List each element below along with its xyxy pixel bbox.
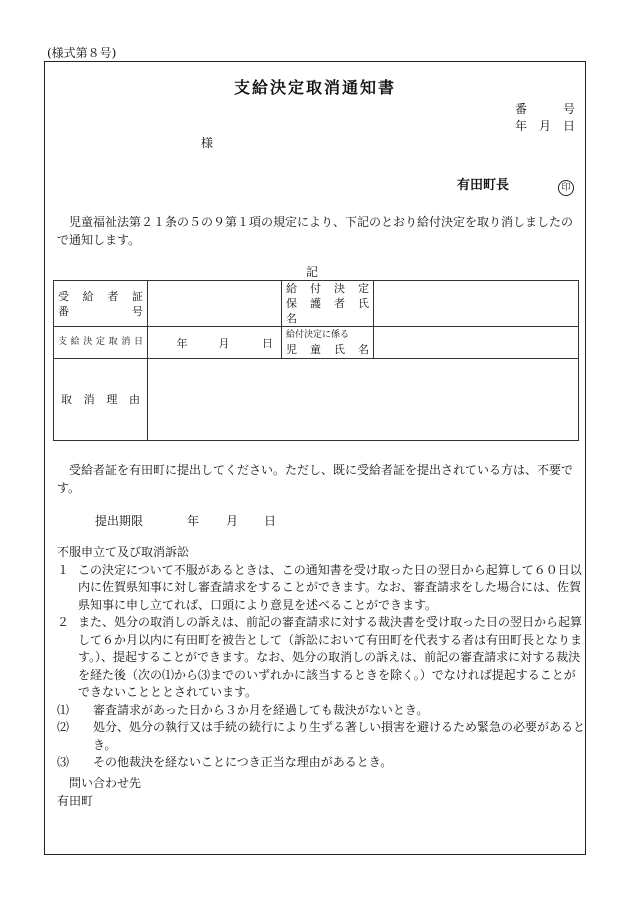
cancel-date-month: 月 <box>218 336 230 350</box>
contact-name: 有田町 <box>57 794 94 808</box>
notice-frame <box>44 61 586 855</box>
number-label: 番 号 <box>514 102 575 116</box>
document-title: 支給決定取消通知書 <box>233 78 396 97</box>
cancel-date-day: 日 <box>262 336 273 350</box>
appeal-item <box>57 562 587 615</box>
cancel-date-value[interactable] <box>148 327 282 359</box>
appeal-section <box>57 544 587 772</box>
cancel-date-label-cell <box>54 327 148 359</box>
deadline-year: 年 <box>187 514 200 528</box>
appeal-subitem-number: ⑵ <box>57 720 70 734</box>
child-label-line2: 児 童 氏 名 <box>286 342 369 356</box>
return-note: 受給者証を有田町に提出してください。ただし、既に受給者証を提出されている方は、不要です。 <box>57 463 574 495</box>
appeal-subitem <box>57 702 587 720</box>
cancellation-table <box>53 280 579 441</box>
appeal-item <box>57 614 587 702</box>
appeal-subitem-number: ⑴ <box>57 702 70 717</box>
appeal-item-number: １ <box>57 562 70 577</box>
appeal-subitem <box>57 719 587 754</box>
seal-mark <box>558 175 574 196</box>
deadline-label: 提出期限 <box>95 514 144 528</box>
cert-number-value[interactable] <box>148 281 282 327</box>
date-label: 年 月 日 <box>514 119 575 133</box>
issuer-name: 有田町長 <box>457 178 510 193</box>
reason-label: 取 消 理 由 <box>61 393 140 406</box>
appeal-heading: 不服申立て及び取消訴訟 <box>57 545 190 559</box>
reason-label-cell <box>54 359 148 441</box>
cancel-date-label: 支給決定取消日 <box>58 337 143 347</box>
deadline-day: 日 <box>264 514 277 528</box>
appeal-item-text: この決定について不服があるときは、この通知書を受け取った日の翌日から起算して６０日以内に佐賀県知事に対し審査請求をすることができます。なお、審査請求をした場合には、佐賀県知事に申し立てれば、口頭により意見を述べることができます。 <box>78 562 582 612</box>
cert-number-label-line1: 受 給 者 証 <box>58 289 143 303</box>
cert-number-label-cell <box>54 281 148 327</box>
appeal-subitem-text: 処分、処分の執行又は手続の続行により生ずる著しい損害を避けるため緊急の必要があるとき。 <box>93 720 586 752</box>
reason-value[interactable] <box>148 359 579 441</box>
child-label-line1: 給付決定に係る <box>286 329 350 340</box>
child-label-cell <box>282 327 374 359</box>
guardian-name-value[interactable] <box>374 281 579 327</box>
appeal-subitem-text: 審査請求があった日から３か月を経過しても裁決がないとき。 <box>93 702 429 717</box>
child-name-value[interactable] <box>374 327 579 359</box>
seal-icon: 印 <box>558 180 574 196</box>
appeal-subitem <box>57 754 587 772</box>
cert-number-label-line2: 番 号 <box>58 304 143 318</box>
guardian-label-cell <box>282 281 380 327</box>
cancel-date-year: 年 <box>176 336 188 350</box>
appeal-item-number: ２ <box>57 615 70 629</box>
deadline-month: 月 <box>226 514 239 528</box>
contact-label: 問い合わせ先 <box>69 776 142 790</box>
appeal-subitem-number: ⑶ <box>57 755 70 769</box>
ki-label: 記 <box>306 265 319 279</box>
appeal-item-text: また、処分の取消しの訴えは、前記の審査請求に対する裁決書を受け取った日の翌日から起算して６か月以内に有田町を被告として（訴訟において有田町を代表する者は有田町長となります。）、提起することができます。なお、処分の取消しの訴えは、前記の審査請求に対する裁決を経た後（次の⑴から⑶までのいずれかに該当するときを除く。）でなければ提起することができないことととされています。 <box>78 615 583 699</box>
guardian-label-line1: 給 付 決 定 <box>286 282 369 295</box>
addressee-suffix: 様 <box>201 136 214 150</box>
intro-text: 児童福祉法第２１条の５の９第１項の規定により、下記のとおり給付決定を取り消しましたので通知します。 <box>57 215 574 247</box>
appeal-subitem-text: その他裁決を経ないことにつき正当な理由があるとき。 <box>93 755 393 769</box>
form-number: (様式第８号) <box>47 46 117 60</box>
guardian-label-line2: 保 護 者 氏 名 <box>286 297 380 325</box>
